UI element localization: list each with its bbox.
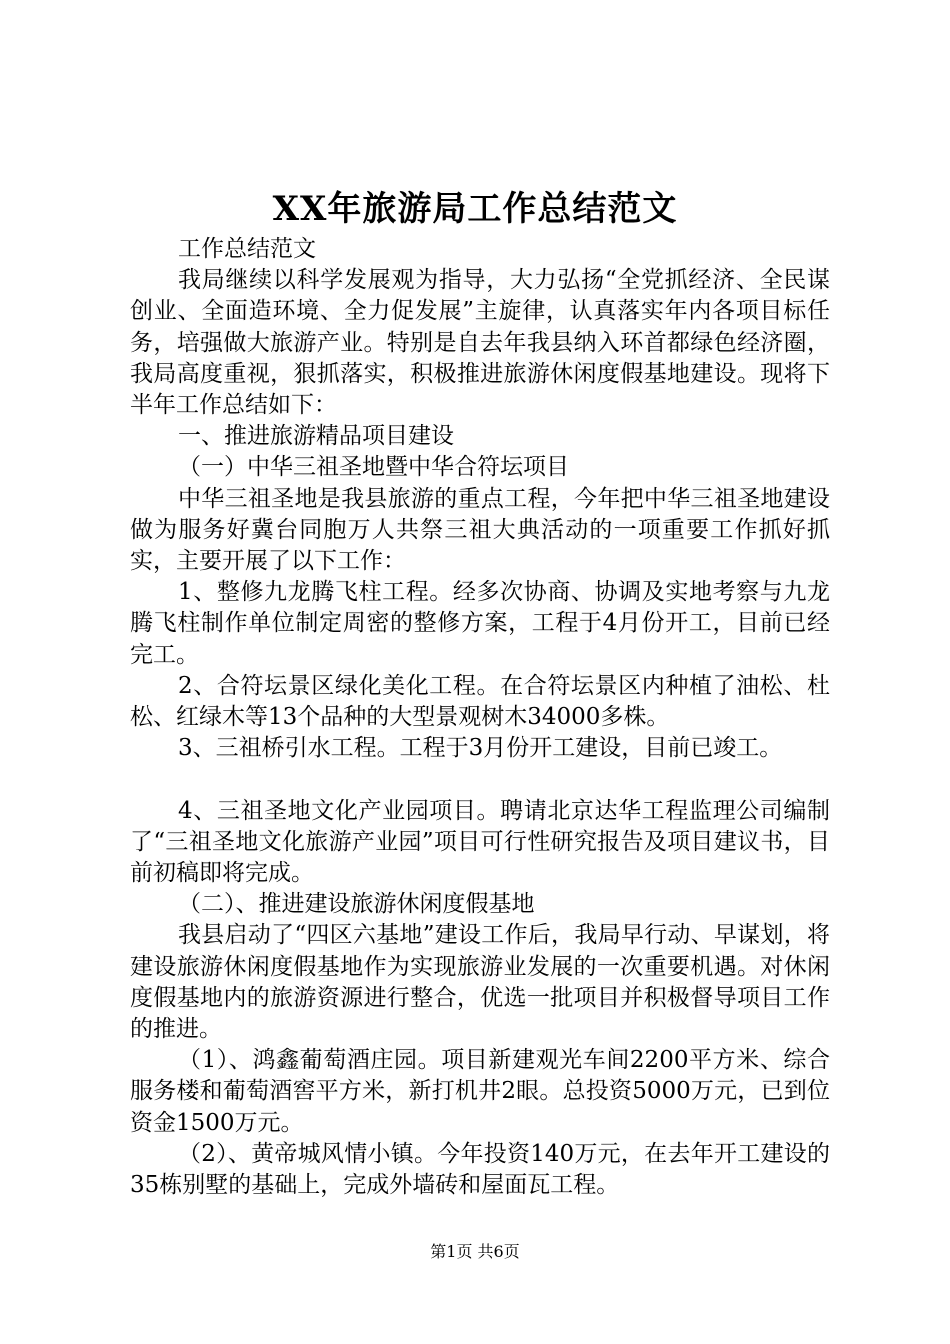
paragraph-subtitle: 工作总结范文 (178, 236, 316, 262)
list-item: 4、三祖圣地文化产业园项目。聘请北京达华工程监理公司编制了“三祖圣地文化旅游产业园”项目可行性研究报告及项目建议书，目前初稿即将完成。 (130, 797, 830, 887)
blank-line (130, 764, 830, 795)
document-title: XX年旅游局工作总结范文 (272, 189, 678, 229)
paragraph: 我县启动了“四区六基地”建设工作后，我局早行动、早谋划，将建设旅游休闲度假基地作为实现旅游业发展的一次重要机遇。对休闲度假基地内的旅游资源进行整合，优选一批项目并积极督导项目工作的推进。 (130, 922, 830, 1043)
list-item: （1）、鸿鑫葡萄酒庄园。项目新建观光车间2200平方米、综合服务楼和葡萄酒窖平方米，新打机井2眼。总投资5000万元，已到位资金1500万元。 (130, 1047, 830, 1136)
subsection-heading-1: （一）中华三祖圣地暨中华合符坛项目 (178, 454, 569, 481)
list-item: 2、合符坛景区绿化美化工程。在合符坛景区内种植了油松、杜松、红绿木等13个品种的大型景观树木34000多株。 (130, 672, 830, 731)
page-footer: 第1页 共6页 (430, 1242, 520, 1261)
list-item: （2）、黄帝城风情小镇。今年投资140万元，在去年开工建设的35栋别墅的基础上，完成外墙砖和屋面瓦工程。 (130, 1140, 830, 1199)
paragraph: 中华三祖圣地是我县旅游的重点工程，今年把中华三祖圣地建设做为服务好冀台同胞万人共祭三祖大典活动的一项重要工作抓好抓实，主要开展了以下工作： (130, 485, 830, 575)
section-heading-1: 一、推进旅游精品项目建设 (178, 423, 454, 450)
document-body (130, 234, 830, 1201)
list-item: 1、整修九龙腾飞柱工程。经多次协商、协调及实地考察与九龙腾飞柱制作单位制定周密的整修方案，工程于4月份开工，目前已经完工。 (130, 579, 830, 668)
paragraph-intro: 我局继续以科学发展观为指导，大力弘扬“全党抓经济、全民谋创业、全面造环境、全力促发展”主旋律，认真落实年内各项目标任务，培强做大旅游产业。特别是自去年我县纳入环首都绿色经济圈，我局高度重视，狠抓落实，积极推进旅游休闲度假基地建设。现将下半年工作总结如下： (130, 267, 830, 419)
subsection-heading-2: （二）、推进建设旅游休闲度假基地 (178, 891, 535, 918)
list-item: 3、三祖桥引水工程。工程于3月份开工建设，目前已竣工。 (178, 735, 783, 762)
